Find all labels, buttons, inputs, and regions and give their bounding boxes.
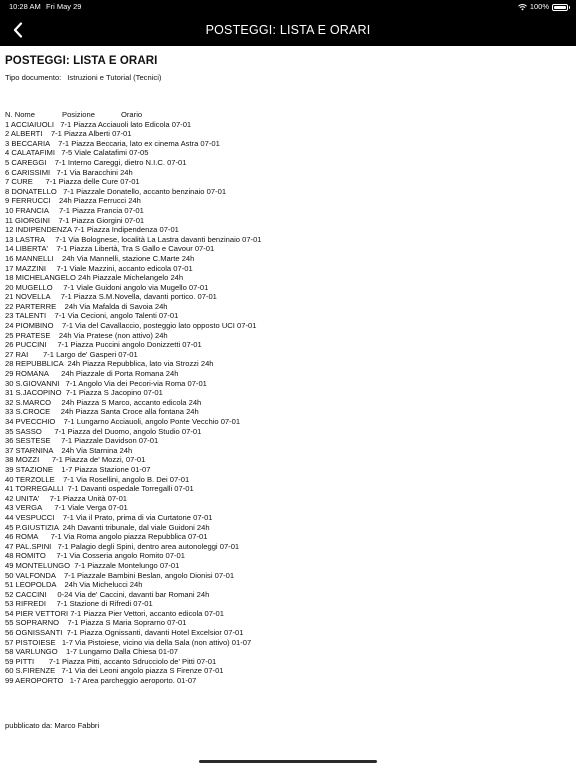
page-title: POSTEGGI: LISTA E ORARI bbox=[5, 55, 158, 67]
list-item: 17 MAZZINI 7-1 Viale Mazzini, accanto edicola 07-01 bbox=[5, 263, 193, 273]
list-item: 45 P.GIUSTIZIA 24h Davanti tribunale, dal viale Guidoni 24h bbox=[5, 522, 210, 532]
list-item: 59 PITTI 7-1 Piazza Pitti, accanto Sdrucciolo de' Pitti 07-01 bbox=[5, 656, 217, 666]
nav-title: POSTEGGI: LISTA E ORARI bbox=[205, 23, 371, 37]
list-item: 54 PIER VETTORI 7-1 Piazza Pier Vettori, accanto edicola 07-01 bbox=[5, 608, 224, 618]
list-item: 35 SASSO 7-1 Piazza del Duomo, angolo Studio 07-01 bbox=[5, 426, 202, 436]
header-orario: Orario bbox=[121, 110, 143, 119]
list-item: 42 UNITA' 7-1 Piazza Unità 07-01 bbox=[5, 493, 128, 503]
list-item: 55 SOPRARNO 7-1 Piazza S Maria Soprarno 07-01 bbox=[5, 618, 187, 628]
list-item: 41 TORREGALLI 7-1 Davanti ospedale Torregalli 07-01 bbox=[5, 484, 194, 494]
list-item: 14 LIBERTA' 7-1 Piazza Libertà, Tra S Gallo e Cavour 07-01 bbox=[5, 244, 215, 254]
header-nome: N. Nome bbox=[5, 110, 35, 119]
list-item: 12 INDIPENDENZA 7-1 Piazza Indipendenza 07-01 bbox=[5, 225, 179, 235]
list-item: 58 VARLUNGO 1-7 Lungarno Dalla Chiesa 01-07 bbox=[5, 647, 178, 657]
list-item: 34 PVECCHIO 7-1 Lungarno Acciauoli, angolo Ponte Vecchio 07-01 bbox=[5, 417, 241, 426]
status-date: Fri May 29 bbox=[46, 2, 82, 11]
list-item: 47 PAL.SPINI 7-1 Palagio degli Spini, dentro area autonoleggi 07-01 bbox=[5, 541, 240, 551]
list-item: 43 VERGA 7-1 Viale Verga 07-01 bbox=[5, 503, 128, 513]
parking-list bbox=[5, 110, 262, 686]
list-item: 31 S.JACOPINO 7-1 Piazza S Jacopino 07-01 bbox=[5, 388, 163, 398]
navigation-bar bbox=[0, 14, 576, 46]
list-item: 32 S.MARCO 24h Piazza S Marco, accanto edicola 24h bbox=[5, 397, 202, 407]
doc-type-value: Istruzioni e Tutorial (Tecnici) bbox=[67, 73, 162, 82]
list-item: 13 LASTRA 7-1 Via Bolognese, località La Lastra davanti benzinaio 07-01 bbox=[5, 234, 262, 244]
wifi-icon bbox=[518, 4, 527, 11]
list-item: 39 STAZIONE 1-7 Piazza Stazione 01-07 bbox=[5, 464, 151, 474]
header-posizione: Posizione bbox=[62, 110, 95, 119]
list-item: 29 ROMANA 24h Piazzale di Porta Romana 24h bbox=[5, 369, 179, 379]
list-item: 3 BECCARIA 7-1 Piazza Beccaria, lato ex cinema Astra 07-01 bbox=[5, 138, 220, 148]
list-item: 38 MOZZI 7-1 Piazza de' Mozzi, 07-01 bbox=[5, 455, 146, 465]
list-item: 2 ALBERTI 7-1 Piazza Alberti 07-01 bbox=[5, 129, 132, 139]
list-item: 16 MANNELLI 24h Via Mannelli, stazione C.Marte 24h bbox=[5, 253, 195, 263]
list-item: 23 TALENTI 7-1 Via Cecioni, angolo Talenti 07-01 bbox=[5, 311, 179, 321]
list-item: 27 RAI 7-1 Largo de' Gasperi 07-01 bbox=[5, 349, 138, 359]
list-header bbox=[5, 110, 205, 120]
list-item: 53 RIFREDI 7-1 Stazione di Rifredi 07-01 bbox=[5, 599, 153, 609]
list-item: 24 PIOMBINO 7-1 Via del Cavallaccio, posteggio lato opposto UCI 07-01 bbox=[5, 321, 257, 331]
list-item: 11 GIORGINI 7-1 Piazza Giorgini 07-01 bbox=[5, 215, 145, 225]
list-item: 48 ROMITO 7-1 Via Cosseria angolo Romito 07-01 bbox=[5, 551, 185, 561]
list-item: 26 PUCCINI 7-1 Piazza Puccini angolo Donizzetti 07-01 bbox=[5, 340, 202, 350]
doc-type-line bbox=[5, 73, 571, 83]
list-item: 37 STARNINA 24h Via Starnina 24h bbox=[5, 445, 133, 455]
home-indicator[interactable] bbox=[199, 760, 377, 763]
list-item: 10 FRANCIA 7-1 Piazza Francia 07-01 bbox=[5, 205, 144, 215]
list-item: 25 PRATESE 24h Via Pratese (non attivo) 24h bbox=[5, 330, 168, 340]
list-item: 52 CACCINI 0-24 Via de' Caccini, davanti bar Romani 24h bbox=[5, 589, 210, 599]
list-item: 1 ACCIAIUOLI 7-1 Piazza Acciauoli lato Edicola 07-01 bbox=[5, 119, 192, 129]
list-item: 99 AEROPORTO 1-7 Area parcheggio aeroporto. 01-07 bbox=[5, 676, 197, 686]
list-item: 21 NOVELLA 7-1 Piazza S.M.Novella, davanti portico. 07-01 bbox=[5, 292, 217, 302]
list-item: 4 CALATAFIMI 7-5 Viale Calatafimi 07-05 bbox=[5, 148, 149, 158]
status-bar bbox=[0, 0, 576, 14]
list-item: 46 ROMA 7-1 Via Roma angolo piazza Repubblica 07-01 bbox=[5, 532, 208, 542]
list-item: 36 SESTESE 7-1 Piazzale Davidson 07-01 bbox=[5, 436, 159, 446]
document-header bbox=[5, 53, 571, 83]
list-item: 9 FERRUCCI 24h Piazza Ferrucci 24h bbox=[5, 196, 141, 206]
list-item: 33 S.CROCE 24h Piazza Santa Croce alla fontana 24h bbox=[5, 407, 199, 417]
list-item: 6 CARISSIMI 7-1 Via Baracchini 24h bbox=[5, 167, 133, 177]
status-time: 10:28 AM bbox=[9, 2, 41, 11]
status-right bbox=[518, 0, 568, 14]
list-item: 40 TERZOLLE 7-1 Via Rosellini, angolo B. Dei 07-01 bbox=[5, 474, 190, 484]
list-item: 5 CAREGGI 7-1 Interno Careggi, dietro N.I.C. 07-01 bbox=[5, 157, 187, 167]
doc-type-label: Tipo documento: bbox=[5, 73, 62, 82]
battery-percent: 100% bbox=[529, 2, 549, 11]
list-item: 8 DONATELLO 7-1 Piazzale Donatello, accanto benzinaio 07-01 bbox=[5, 186, 227, 196]
list-item: 30 S.GIOVANNI 7-1 Angolo Via dei Pecori-via Roma 07-01 bbox=[5, 378, 207, 388]
list-item: 50 VALFONDA 7-1 Piazzale Bambini Beslan, angolo Dionisi 07-01 bbox=[5, 570, 235, 580]
list-item: 56 OGNISSANTI 7-1 Piazza Ognissanti, davanti Hotel Excelsior 07-01 bbox=[5, 628, 244, 638]
list-item: 28 REPUBBLICA 24h Piazza Repubblica, lato via Strozzi 24h bbox=[5, 359, 214, 369]
list-item: 7 CURE 7-1 Piazza delle Cure 07-01 bbox=[5, 177, 140, 187]
list-item: 18 MICHELANGELO 24h Piazzale Michelangelo 24h bbox=[5, 273, 184, 283]
battery-icon bbox=[552, 4, 568, 11]
list-item: 51 LEOPOLDA 24h Via Michelucci 24h bbox=[5, 580, 143, 590]
list-item: 20 MUGELLO 7-1 Viale Guidoni angolo via Mugello 07-01 bbox=[5, 282, 209, 292]
list-item: 57 PISTOIESE 1-7 Via Pistoiese, vicino via della Sala (non attivo) 01-07 bbox=[5, 637, 252, 647]
list-item: 49 MONTELUNGO 7-1 Piazzale Montelungo 07-01 bbox=[5, 560, 180, 570]
list-item: 22 PARTERRE 24h Via Mafalda di Savoia 24h bbox=[5, 301, 168, 311]
published-by: pubblicato da: Marco Fabbri bbox=[5, 721, 100, 730]
list-item: 60 S.FIRENZE 7-1 Via dei Leoni angolo piazza S Firenze 07-01 bbox=[5, 666, 224, 676]
list-item: 44 VESPUCCI 7-1 Via il Prato, prima di via Curtatone 07-01 bbox=[5, 512, 213, 522]
